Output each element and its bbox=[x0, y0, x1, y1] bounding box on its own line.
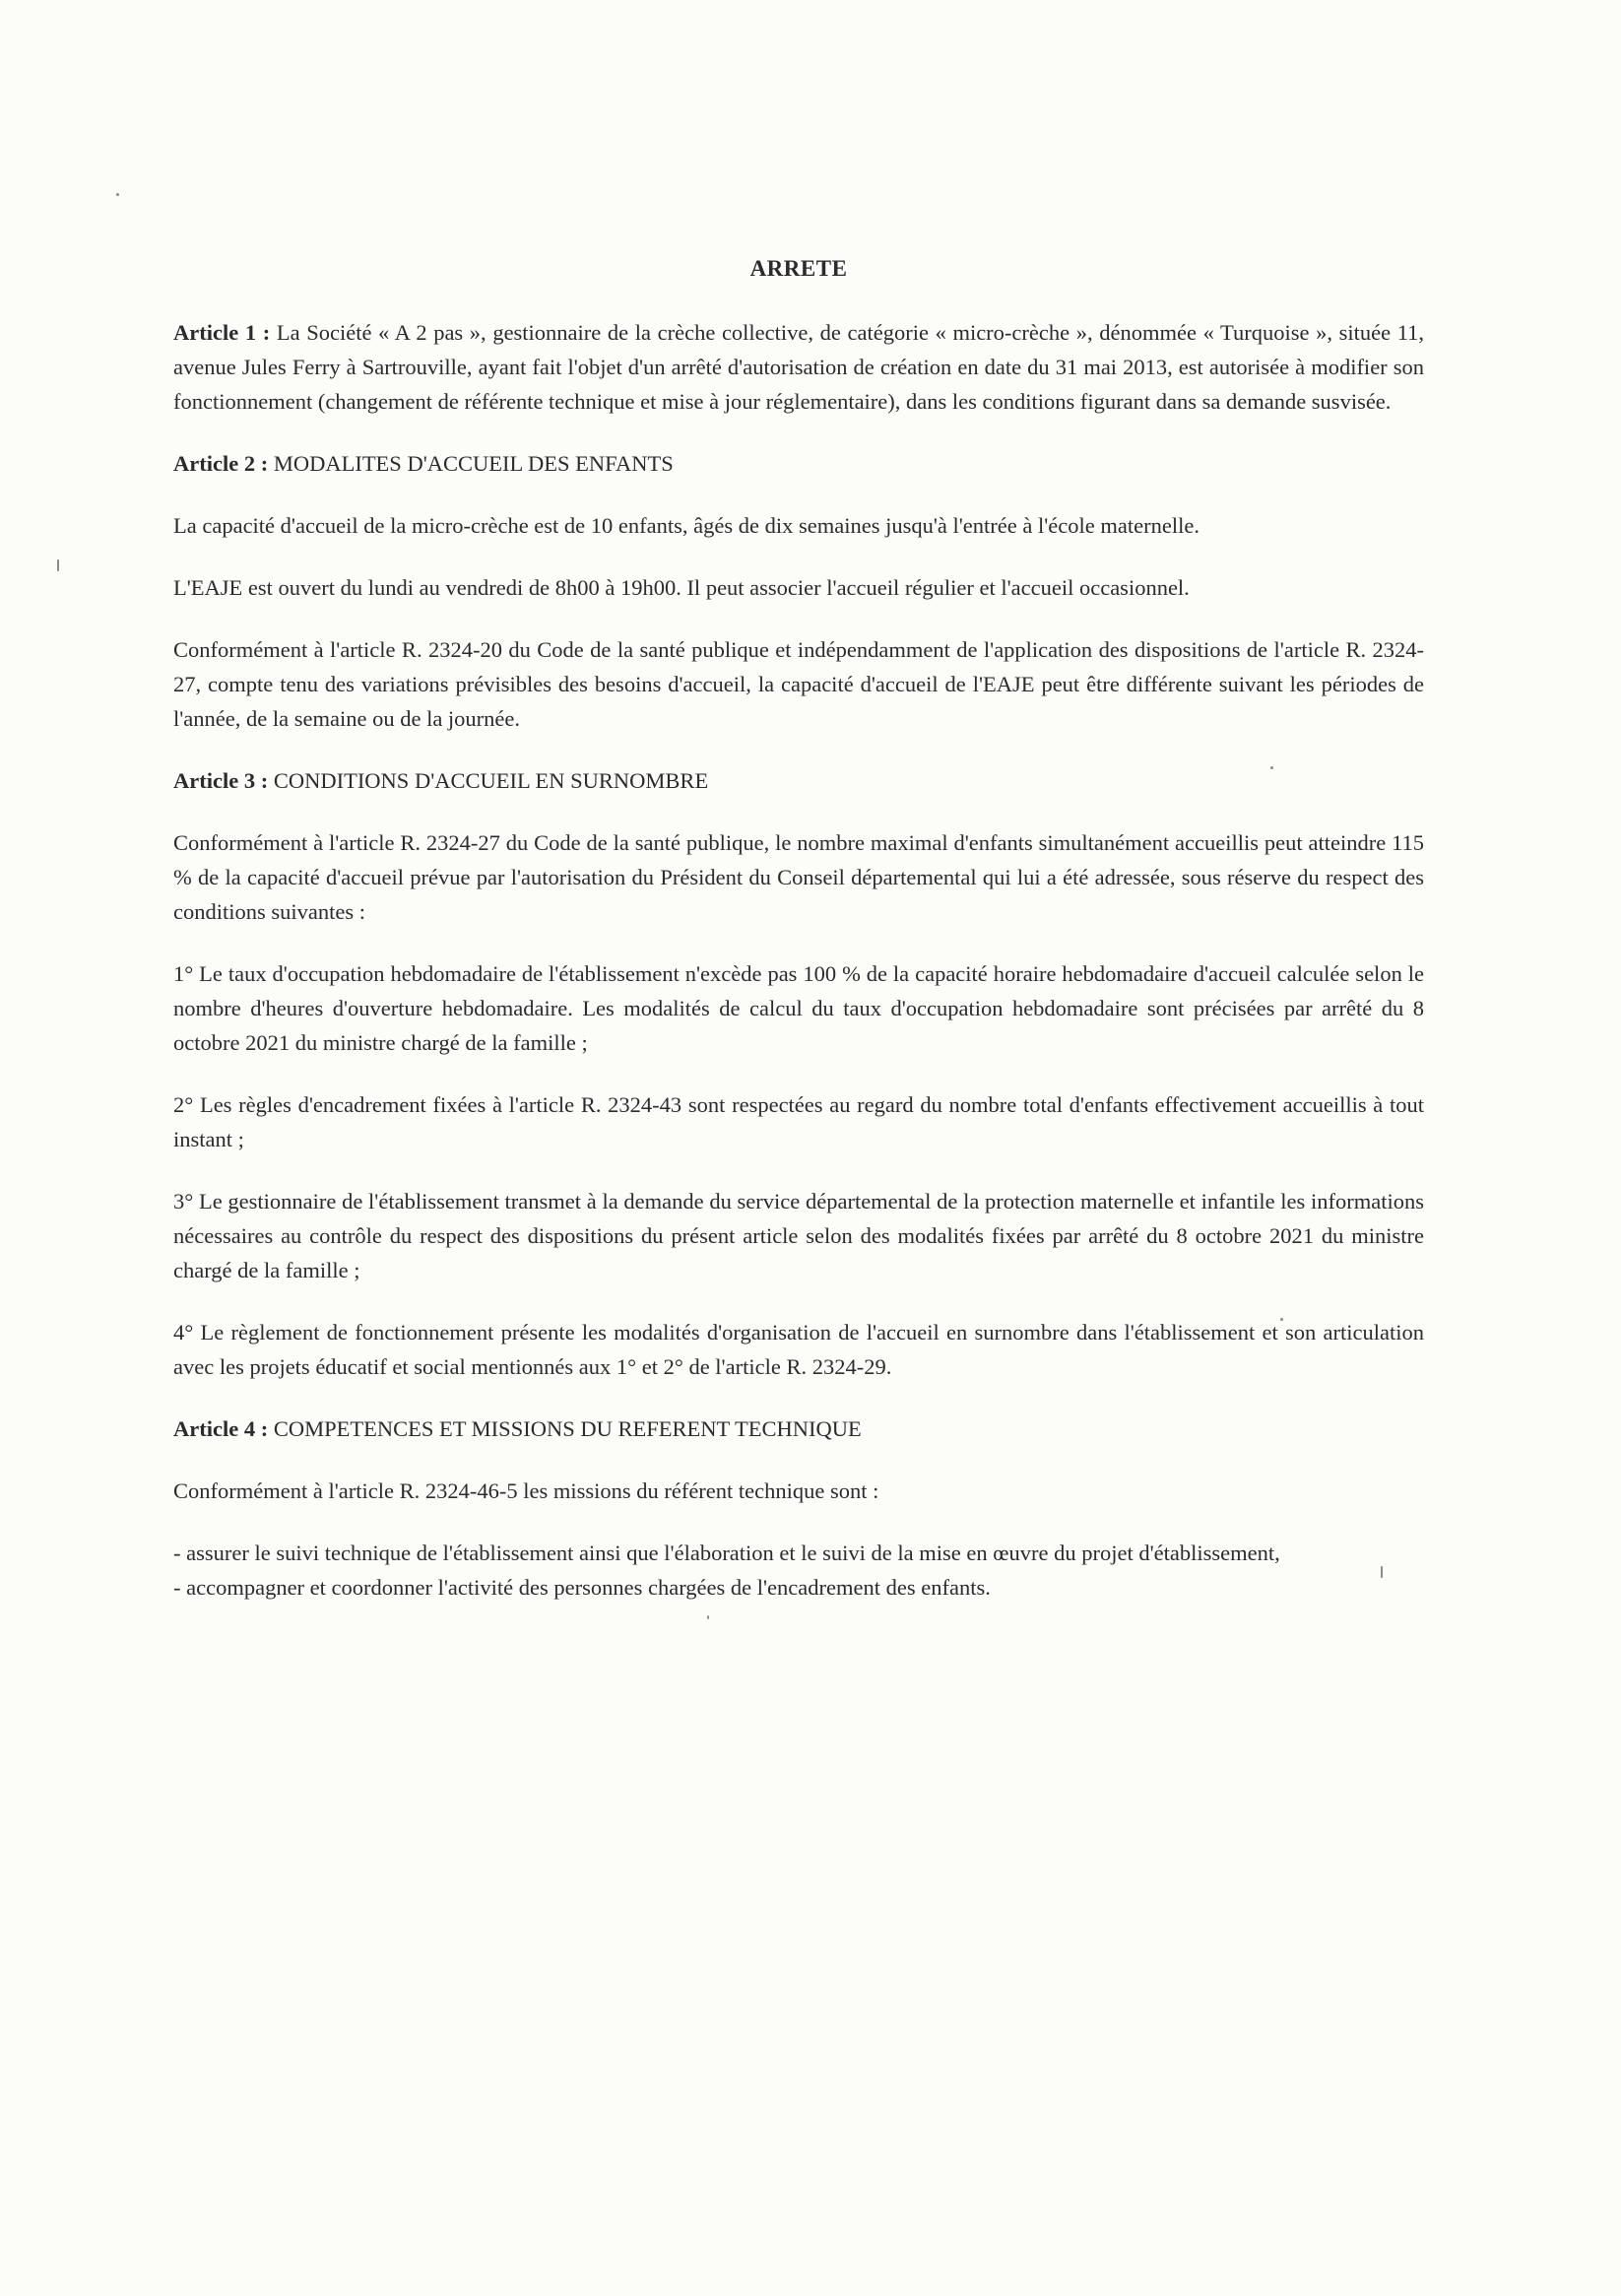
article-2-heading bbox=[173, 446, 1424, 481]
article-4-intro: Conformément à l'article R. 2324-46-5 les missions du référent technique sont : bbox=[173, 1478, 879, 1503]
article-3-paragraph: Conformément à l'article R. 2324-27 du Code de la santé publique, le nombre maximal d'enfants simultanément accueillis peut atteindre 115 % de la capacité d'accueil prévue par l'autorisation du Président du Conseil départemental qui lui a été adressée, sous réserve du respect des conditions suivantes : bbox=[173, 830, 1424, 924]
article-3-title: CONDITIONS D'ACCUEIL EN SURNOMBRE bbox=[273, 768, 709, 793]
article-3-condition-4: 4° Le règlement de fonctionnement présente les modalités d'organisation de l'accueil en surnombre dans l'établissement et son articulation avec les projets éducatif et social mentionnés aux 1° et 2° de l'article R. 2324-29. bbox=[173, 1320, 1424, 1379]
article-3 bbox=[173, 763, 1424, 1384]
article-3-condition-3: 3° Le gestionnaire de l'établissement transmet à la demande du service départemental de la protection maternelle et infantile les informations nécessaires au contrôle du respect des dispositions du présent article selon des modalités fixées par arrêté du 8 octobre 2021 du ministre chargé de la famille ; bbox=[173, 1189, 1424, 1282]
article-4-label: Article 4 : bbox=[173, 1416, 269, 1441]
article-1-text: La Société « A 2 pas », gestionnaire de la crèche collective, de catégorie « micro-crèche », dénommée « Turquoise », située 11, avenue Jules Ferry à Sartrouville, ayant fait l'objet d'un arrêté d'autorisation de création en date du 31 mai 2013, est autorisée à modifier son fonctionnement (changement de référente technique et mise à jour réglementaire), dans les conditions figurant dans sa demande susvisée. bbox=[173, 320, 1425, 414]
article-2-title: MODALITES D'ACCUEIL DES ENFANTS bbox=[273, 451, 674, 476]
article-2-paragraph: La capacité d'accueil de la micro-crèche est de 10 enfants, âgés de dix semaines jusqu'à l'entrée à l'école maternelle. bbox=[173, 513, 1200, 538]
document-page bbox=[173, 251, 1424, 1605]
article-2 bbox=[173, 446, 1424, 736]
article-1 bbox=[173, 315, 1424, 419]
article-2-paragraph: L'EAJE est ouvert du lundi au vendredi de 8h00 à 19h00. Il peut associer l'accueil régulier et l'accueil occasionnel. bbox=[173, 575, 1190, 600]
article-4-heading bbox=[173, 1411, 1424, 1446]
article-1-label: Article 1 : bbox=[173, 320, 271, 345]
document-title: ARRETE bbox=[749, 256, 848, 281]
article-4 bbox=[173, 1411, 1424, 1605]
article-2-label: Article 2 : bbox=[173, 451, 269, 476]
scan-speck bbox=[707, 1615, 709, 1619]
article-4-title: COMPETENCES ET MISSIONS DU REFERENT TECHNIQUE bbox=[273, 1416, 862, 1441]
article-3-condition-2: 2° Les règles d'encadrement fixées à l'article R. 2324-43 sont respectées au regard du nombre total d'enfants effectivement accueillis à tout instant ; bbox=[173, 1092, 1424, 1151]
mission-item: - accompagner et coordonner l'activité des personnes chargées de l'encadrement des enfants. bbox=[173, 1575, 991, 1600]
article-3-heading bbox=[173, 763, 1424, 798]
article-2-paragraph: Conformément à l'article R. 2324-20 du Code de la santé publique et indépendamment de l'application des dispositions de l'article R. 2324-27, compte tenu des variations prévisibles des besoins d'accueil, la capacité d'accueil de l'EAJE peut être différente suivant les périodes de l'année, de la semaine ou de la journée. bbox=[173, 637, 1424, 731]
mission-item: - assurer le suivi technique de l'établissement ainsi que l'élaboration et le suivi de la mise en œuvre du projet d'établissement, bbox=[173, 1541, 1280, 1565]
article-1-paragraph bbox=[173, 315, 1424, 419]
scan-speck bbox=[57, 559, 59, 571]
article-3-condition-1: 1° Le taux d'occupation hebdomadaire de l'établissement n'excède pas 100 % de la capacité horaire hebdomadaire d'accueil calculée selon le nombre d'heures d'ouverture hebdomadaire. Les modalités de calcul du taux d'occupation hebdomadaire sont précisées par arrêté du 8 octobre 2021 du ministre chargé de la famille ; bbox=[173, 961, 1424, 1055]
article-3-label: Article 3 : bbox=[173, 768, 269, 793]
scan-speck bbox=[116, 193, 119, 196]
